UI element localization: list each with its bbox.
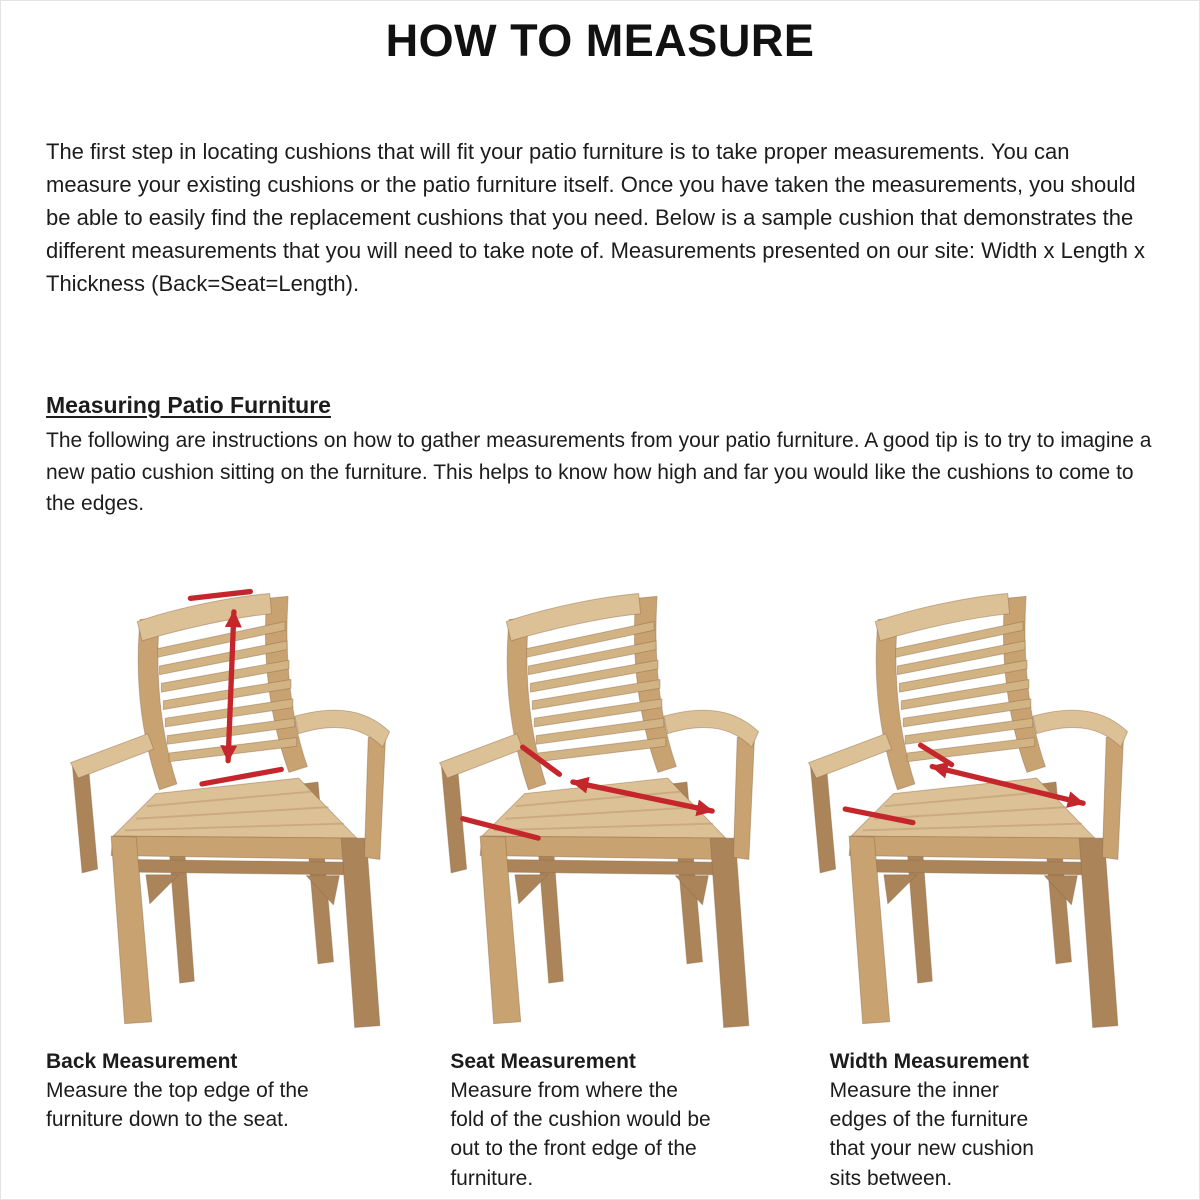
chair-figures-row xyxy=(46,578,1154,1044)
caption-title-back: Back Measurement xyxy=(46,1049,238,1073)
caption-title-seat: Seat Measurement xyxy=(450,1049,636,1073)
chair-illustration xyxy=(795,578,1143,1044)
section-heading: Measuring Patio Furniture xyxy=(46,392,331,418)
intro-paragraph: The first step in locating cushions that will fit your patio furniture is to take proper measurements. You can measure your existing cushions or the patio furniture itself. Once you have taken the measurements, you should be able to easily find the replacement cushions that you need. Below is a sample cushion that demonstrates the different measurements that you will need to take note of. Measurements presented on our site: Width x Length x Thickness (Back=Seat=Length). xyxy=(46,139,1145,296)
chair-figure-seat-measurement xyxy=(415,578,784,1044)
caption-title-width: Width Measurement xyxy=(829,1049,1029,1073)
caption-text-back: Measure the top edge of the furniture down to the seat. xyxy=(46,1078,309,1131)
measurement-captions-row xyxy=(46,1050,1154,1194)
chair-figure-width-measurement xyxy=(785,578,1154,1044)
measurement-caption-width xyxy=(785,1050,1154,1194)
chair-illustration xyxy=(426,578,774,1044)
chair-figure-back-measurement xyxy=(46,578,415,1044)
chair-illustration xyxy=(57,578,405,1044)
measurement-caption-back xyxy=(46,1050,415,1194)
section-paragraph: The following are instructions on how to gather measurements from your patio furniture. A good tip is to try to imagine a new patio cushion sitting on the furniture. This helps to know how high and far you would like the cushions to come to the edges. xyxy=(46,429,1152,515)
page-title: HOW TO MEASURE xyxy=(385,15,815,66)
caption-text-width: Measure the inner edges of the furniture that your new cushion sits between. xyxy=(829,1078,1034,1190)
caption-text-seat: Measure from where the fold of the cushion would be out to the front edge of the furniture. xyxy=(450,1078,711,1190)
how-to-measure-document xyxy=(1,15,1199,1193)
measurement-caption-seat xyxy=(415,1050,784,1194)
